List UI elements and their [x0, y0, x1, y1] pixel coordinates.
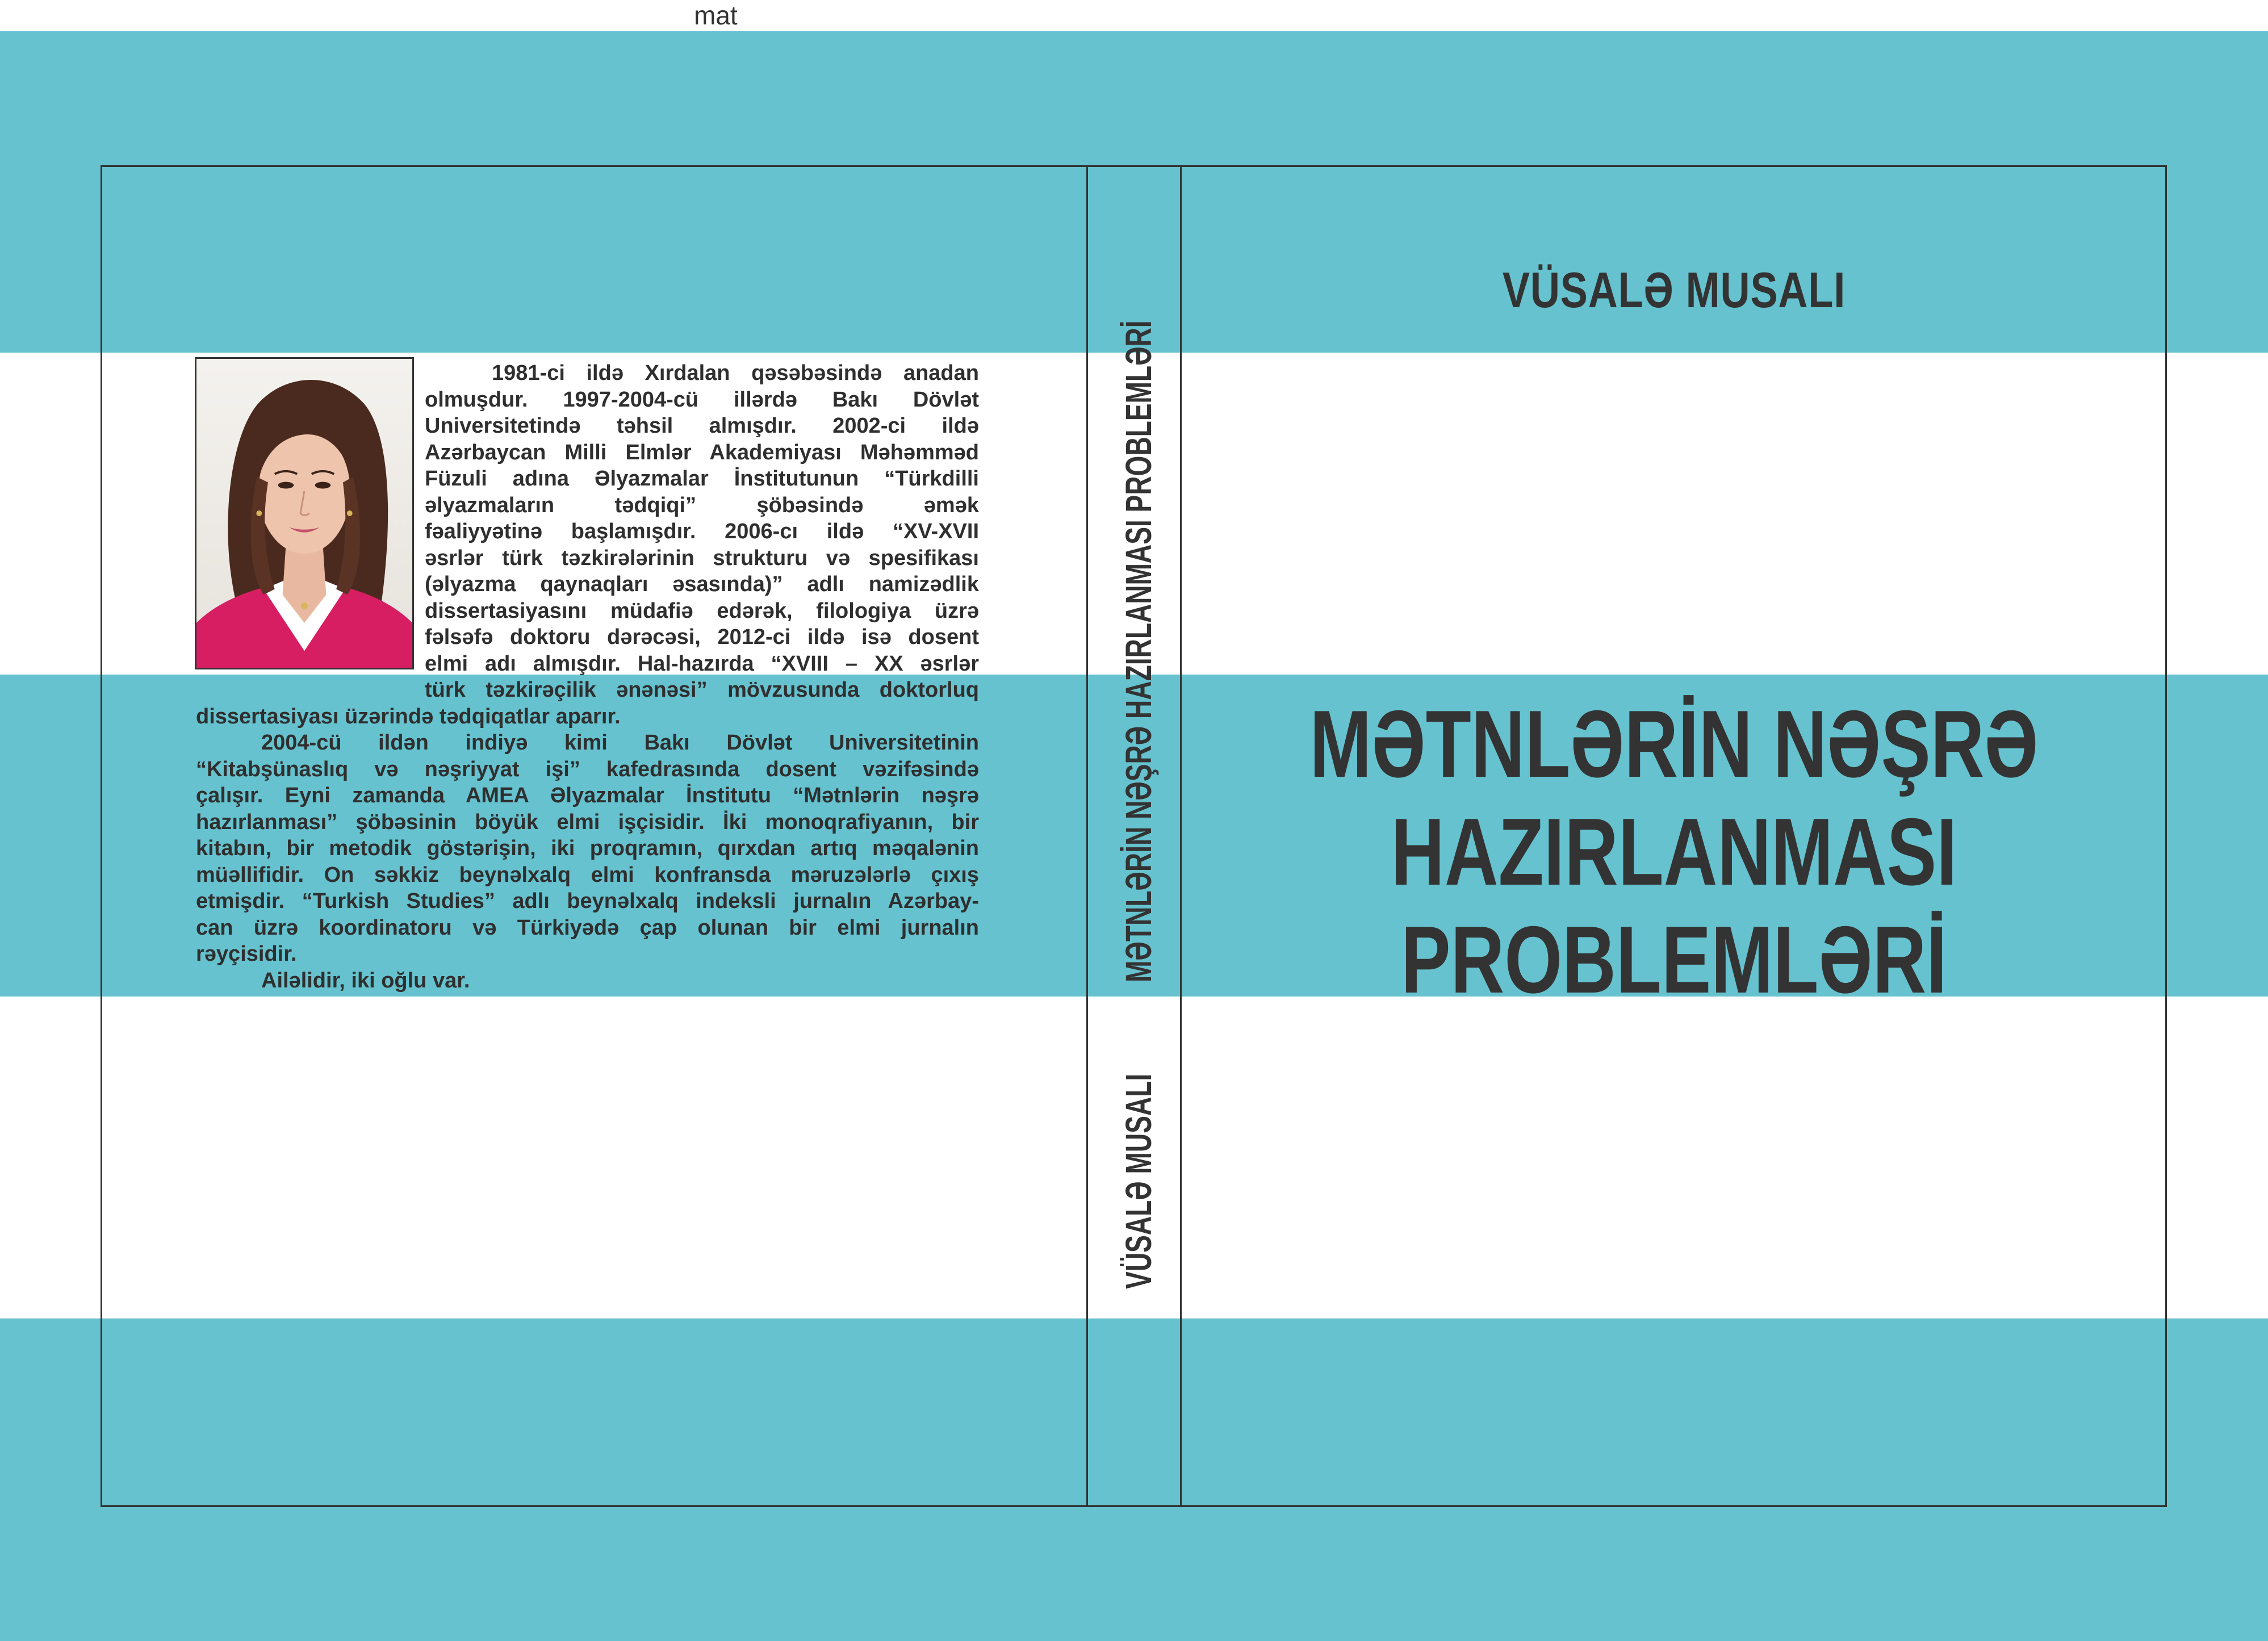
bio-line: hazırlanması” şöbəsinin böyük elmi işçisidir. İki monoqrafiyanın, bir: [196, 810, 979, 834]
author-portrait: [195, 357, 414, 669]
bio-line: fəlsəfə doktoru dərəcəsi, 2012-ci ildə isə dosent: [425, 625, 979, 649]
bio-line: can üzrə koordinatoru və Türkiyədə çap olunan bir elmi jurnalın: [196, 915, 979, 940]
bio-line: dissertasiyası üzərində tədqiqatlar aparır.: [196, 704, 621, 729]
spine-author: VÜSALƏ MUSALI: [1118, 1073, 1159, 1289]
bio-line: kitabın, bir metodik göstərişin, iki proqramın, qırxdan artıq məqalənin: [196, 836, 979, 860]
portrait-icon: [196, 359, 412, 668]
bio-line: əlyazmaların tədqiqi” şöbəsində əmək: [425, 493, 979, 517]
bio-line: əsrlər türk təzkirələrinin strukturu və spesifikası: [425, 546, 979, 570]
spine-right-line: [1180, 165, 1182, 1507]
bio-line: “Kitabşünaslıq və nəşriyyat işi” kafedrasında dosent vəzifəsində: [196, 757, 979, 781]
bio-line: Azərbaycan Milli Elmlər Akademiyası Məhəmməd: [425, 440, 979, 464]
bio-line: etmişdir. “Turkish Studies” adlı beynəlxalq indeksli jurnalın Azərbay-: [196, 889, 979, 913]
front-book-title: [1288, 690, 2059, 1014]
bio-line: 1981-ci ildə Xırdalan qəsəbəsində anadan: [492, 361, 979, 385]
bio-line: türk təzkirəçilik ənənəsi” mövzusunda doktorluq: [425, 678, 979, 702]
bio-line: müəllifidir. On səkkiz beynəlxalq elmi konfransda məruzələrlə çıxış: [196, 863, 979, 887]
spine-left-line: [1086, 165, 1088, 1507]
bio-line: Füzuli adına Əlyazmalar İnstitutunun “Türkdilli: [425, 467, 979, 491]
bio-line: fəaliyyətinə başlamışdır. 2006-cı ildə “XV-XVII: [425, 520, 979, 543]
front-title-line-3: PROBLEMLƏRİ: [1401, 906, 1947, 1013]
print-mark: mat: [694, 1, 738, 30]
bio-line: rəyçisidir.: [196, 942, 297, 966]
bio-line: 2004-cü ildən indiyə kimi Bakı Dövlət Universitetinin: [261, 731, 979, 755]
bio-line: dissertasiyasını müdafiə edərək, filologiya üzrə: [425, 598, 979, 623]
bio-line: (əlyazma qaynaqları əsasında)” adlı namizədlik: [425, 572, 979, 596]
front-title-line-2: HAZIRLANMASI: [1391, 798, 1957, 905]
bio-line: Universitetində təhsil almışdır. 2002-ci ildə: [425, 414, 979, 438]
bio-line: elmi adı almışdır. Hal-hazırda “XVIII – XX əsrlər: [425, 651, 979, 676]
bio-line: olmuşdur. 1997-2004-cü illərdə Bakı Dövlət: [425, 387, 979, 412]
bio-line: Ailəlidir, iki oğlu var.: [261, 968, 470, 993]
bio-line: çalışır. Eyni zamanda AMEA Əlyazmalar İnstitutu “Mətnlərin nəşrə: [196, 784, 979, 807]
spine-title: MƏTNLƏRİN NƏŞRƏ HAZIRLANMASI PROBLEMLƏRİ: [1118, 320, 1159, 982]
front-title-line-1: MƏTNLƏRİN NƏŞRƏ: [1309, 690, 2039, 797]
front-author-name: VÜSALƏ MUSALI: [1502, 262, 1846, 318]
